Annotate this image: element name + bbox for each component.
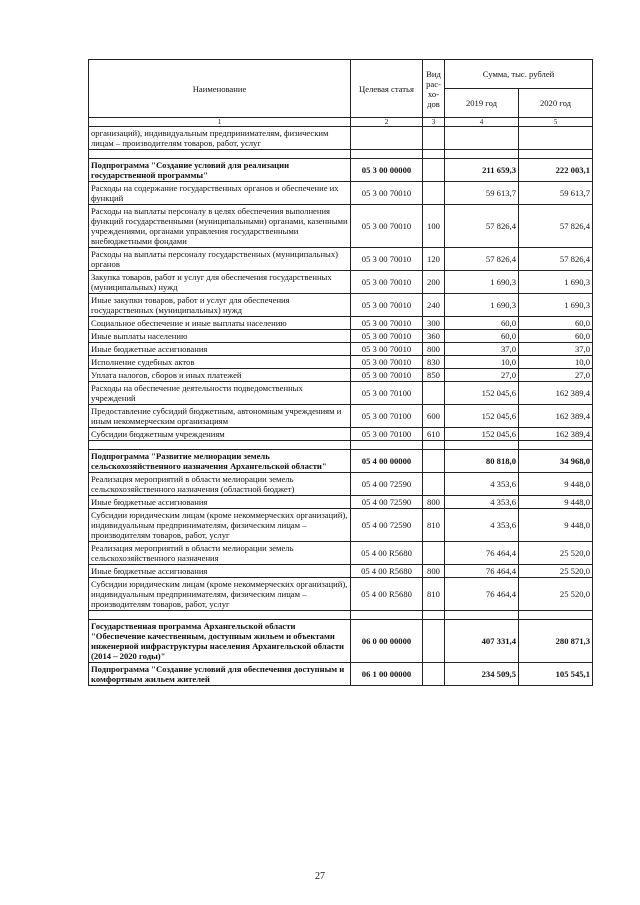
table-row — [89, 565, 593, 578]
table-row — [89, 496, 593, 509]
expense-type-cell: 830 — [423, 356, 445, 369]
section-row — [89, 450, 593, 473]
sum-2019-cell: 407 331,4 — [445, 620, 519, 663]
expense-type-cell — [423, 450, 445, 473]
table-row — [89, 182, 593, 205]
column-number: 3 — [423, 118, 445, 127]
table-row — [89, 356, 593, 369]
row-name-cell: Расходы на выплаты персоналу в целях обеспечения выполнения функций государственными (муниципальными) органами, казенными учреждениями, органами управления государственными внебюджетными фондами — [89, 205, 351, 248]
target-code-cell: 05 3 00 70010 — [351, 205, 423, 248]
target-code-cell: 06 1 00 00000 — [351, 663, 423, 686]
sum-2019-cell: 27,0 — [445, 369, 519, 382]
expense-type-cell: 600 — [423, 405, 445, 428]
column-number: 1 — [89, 118, 351, 127]
sum-2019-cell: 1 690,3 — [445, 294, 519, 317]
row-name-cell: Исполнение судебных актов — [89, 356, 351, 369]
sum-2020-cell: 34 968,0 — [519, 450, 593, 473]
sum-2019-cell: 4 353,6 — [445, 473, 519, 496]
expense-type-cell: 120 — [423, 248, 445, 271]
sum-2020-cell: 105 545,1 — [519, 663, 593, 686]
spacer-cell — [351, 611, 423, 620]
row-name-cell: Предоставление субсидий бюджетным, автономным учреждениям и иным некоммерческим организациям — [89, 405, 351, 428]
expense-type-cell: 200 — [423, 271, 445, 294]
sum-2019-cell: 76 464,4 — [445, 542, 519, 565]
sum-2019-cell: 152 045,6 — [445, 382, 519, 405]
sum-2019-cell — [445, 127, 519, 150]
spacer-cell — [89, 611, 351, 620]
sum-2020-cell: 9 448,0 — [519, 496, 593, 509]
sum-2020-cell: 57 826,4 — [519, 248, 593, 271]
target-code-cell: 05 4 00 72590 — [351, 473, 423, 496]
sum-2019-cell: 211 659,3 — [445, 159, 519, 182]
target-code-cell: 05 3 00 70010 — [351, 182, 423, 205]
sum-2020-cell: 57 826,4 — [519, 205, 593, 248]
spacer-cell — [89, 441, 351, 450]
sum-2020-cell: 59 613,7 — [519, 182, 593, 205]
expense-type-cell: 240 — [423, 294, 445, 317]
sum-2020-cell: 280 871,3 — [519, 620, 593, 663]
sum-2019-cell: 57 826,4 — [445, 248, 519, 271]
table-row — [89, 127, 593, 150]
expense-type-cell — [423, 182, 445, 205]
expense-type-cell: 800 — [423, 343, 445, 356]
table-row — [89, 542, 593, 565]
sum-2019-cell: 76 464,4 — [445, 578, 519, 611]
spacer-cell — [445, 441, 519, 450]
row-name-cell: организаций), индивидуальным предпринимателям, физическим лицам – производителям товаров, работ, услуг — [89, 127, 351, 150]
sum-2020-cell: 37,0 — [519, 343, 593, 356]
row-name-cell: Субсидии юридическим лицам (кроме некоммерческих организаций), индивидуальным предпринимателям, физическим лицам – производителям товаров, работ, услуг — [89, 509, 351, 542]
header-target: Целевая статья — [351, 60, 423, 118]
table-row — [89, 271, 593, 294]
row-name-cell: Расходы на выплаты персоналу государственных (муниципальных) органов — [89, 248, 351, 271]
row-name-cell: Субсидии юридическим лицам (кроме некоммерческих организаций), индивидуальным предпринимателям, физическим лицам – производителям товаров, работ, услуг — [89, 578, 351, 611]
header-vid — [423, 60, 445, 118]
spacer-row — [89, 441, 593, 450]
target-code-cell: 05 4 00 R5680 — [351, 578, 423, 611]
row-name-cell: Подпрограмма "Создание условий для обеспечения доступным и комфортным жильем жителей — [89, 663, 351, 686]
table-row — [89, 248, 593, 271]
sum-2019-cell: 80 818,0 — [445, 450, 519, 473]
target-code-cell: 05 3 00 70010 — [351, 369, 423, 382]
sum-2020-cell: 1 690,3 — [519, 271, 593, 294]
expense-type-cell: 300 — [423, 317, 445, 330]
target-code-cell: 05 3 00 70010 — [351, 294, 423, 317]
target-code-cell: 05 4 00 72590 — [351, 496, 423, 509]
target-code-cell: 05 3 00 70010 — [351, 356, 423, 369]
spacer-cell — [89, 150, 351, 159]
header-vid-line: Вид — [426, 68, 441, 79]
row-name-cell: Иные бюджетные ассигнования — [89, 565, 351, 578]
expense-type-cell — [423, 159, 445, 182]
target-code-cell: 05 3 00 70100 — [351, 405, 423, 428]
target-code-cell — [351, 127, 423, 150]
target-code-cell: 05 4 00 R5680 — [351, 542, 423, 565]
table-row — [89, 317, 593, 330]
sum-2019-cell: 57 826,4 — [445, 205, 519, 248]
expense-type-cell — [423, 127, 445, 150]
section-row — [89, 663, 593, 686]
section-row — [89, 159, 593, 182]
row-name-cell: Расходы на обеспечение деятельности подведомственных учреждений — [89, 382, 351, 405]
page-number: 27 — [315, 871, 325, 882]
spacer-cell — [445, 611, 519, 620]
spacer-row — [89, 611, 593, 620]
sum-2020-cell: 9 448,0 — [519, 473, 593, 496]
spacer-cell — [423, 611, 445, 620]
target-code-cell: 05 4 00 72590 — [351, 509, 423, 542]
spacer-cell — [519, 611, 593, 620]
table-row — [89, 405, 593, 428]
row-name-cell: Социальное обеспечение и иные выплаты населению — [89, 317, 351, 330]
expense-type-cell — [423, 473, 445, 496]
row-name-cell: Расходы на содержание государственных органов и обеспечение их функций — [89, 182, 351, 205]
sum-2019-cell: 4 353,6 — [445, 496, 519, 509]
table-body — [89, 127, 593, 686]
spacer-cell — [519, 150, 593, 159]
expense-type-cell: 850 — [423, 369, 445, 382]
sum-2019-cell: 59 613,7 — [445, 182, 519, 205]
row-name-cell: Подпрограмма "Создание условий для реализации государственной программы" — [89, 159, 351, 182]
expense-type-cell — [423, 663, 445, 686]
sum-2019-cell: 60,0 — [445, 330, 519, 343]
sum-2019-cell: 10,0 — [445, 356, 519, 369]
sum-2020-cell: 25 520,0 — [519, 578, 593, 611]
sum-2020-cell: 222 003,1 — [519, 159, 593, 182]
spacer-row — [89, 150, 593, 159]
sum-2020-cell: 25 520,0 — [519, 565, 593, 578]
header-vid-line: рас- — [426, 78, 441, 89]
target-code-cell: 05 3 00 70010 — [351, 317, 423, 330]
row-name-cell: Реализация мероприятий в области мелиорации земель сельскохозяйственного назначения — [89, 542, 351, 565]
sum-2019-cell: 152 045,6 — [445, 405, 519, 428]
spacer-cell — [423, 150, 445, 159]
target-code-cell: 05 3 00 00000 — [351, 159, 423, 182]
sum-2020-cell — [519, 127, 593, 150]
target-code-cell: 05 3 00 70010 — [351, 330, 423, 343]
table-row — [89, 205, 593, 248]
row-name-cell: Государственная программа Архангельской области "Обеспечение качественным, доступным жильем и объектами инженерной инфраструктуры населения Архангельской области (2014 – 2020 годы)" — [89, 620, 351, 663]
target-code-cell: 05 4 00 R5680 — [351, 565, 423, 578]
row-name-cell: Иные закупки товаров, работ и услуг для обеспечения государственных (муниципальных) нужд — [89, 294, 351, 317]
sum-2020-cell: 10,0 — [519, 356, 593, 369]
table-row — [89, 473, 593, 496]
sum-2019-cell: 1 690,3 — [445, 271, 519, 294]
row-name-cell: Подпрограмма "Развитие мелиорации земель сельскохозяйственного назначения Архангельской области" — [89, 450, 351, 473]
expense-type-cell: 810 — [423, 578, 445, 611]
expense-type-cell: 610 — [423, 428, 445, 441]
target-code-cell: 05 3 00 70100 — [351, 428, 423, 441]
table-row — [89, 428, 593, 441]
spacer-cell — [351, 441, 423, 450]
sum-2020-cell: 60,0 — [519, 330, 593, 343]
sum-2020-cell: 60,0 — [519, 317, 593, 330]
sum-2020-cell: 9 448,0 — [519, 509, 593, 542]
row-name-cell: Субсидии бюджетным учреждениям — [89, 428, 351, 441]
expense-type-cell — [423, 382, 445, 405]
header-sum: Сумма, тыс. рублей — [445, 60, 593, 89]
row-name-cell: Иные бюджетные ассигнования — [89, 343, 351, 356]
header-vid-line: хо- — [427, 88, 440, 99]
sum-2020-cell: 27,0 — [519, 369, 593, 382]
sum-2020-cell: 162 389,4 — [519, 428, 593, 441]
target-code-cell: 05 4 00 00000 — [351, 450, 423, 473]
expense-type-cell — [423, 542, 445, 565]
spacer-cell — [351, 150, 423, 159]
spacer-cell — [519, 441, 593, 450]
table-row — [89, 343, 593, 356]
expense-type-cell: 360 — [423, 330, 445, 343]
row-name-cell: Иные бюджетные ассигнования — [89, 496, 351, 509]
table-row — [89, 578, 593, 611]
table-row — [89, 509, 593, 542]
expense-type-cell: 100 — [423, 205, 445, 248]
table-row — [89, 330, 593, 343]
table-row — [89, 369, 593, 382]
sum-2020-cell: 162 389,4 — [519, 382, 593, 405]
row-name-cell: Реализация мероприятий в области мелиорации земель сельскохозяйственного назначения (областной бюджет) — [89, 473, 351, 496]
column-number: 2 — [351, 118, 423, 127]
budget-table — [88, 59, 593, 686]
column-number: 5 — [519, 118, 593, 127]
header-year-2020: 2020 год — [519, 89, 593, 118]
target-code-cell: 06 0 00 00000 — [351, 620, 423, 663]
sum-2020-cell: 162 389,4 — [519, 405, 593, 428]
sum-2020-cell: 1 690,3 — [519, 294, 593, 317]
section-row — [89, 620, 593, 663]
sum-2020-cell: 25 520,0 — [519, 542, 593, 565]
header-name: Наименование — [89, 60, 351, 118]
target-code-cell: 05 3 00 70010 — [351, 248, 423, 271]
table-row — [89, 294, 593, 317]
table-row — [89, 382, 593, 405]
sum-2019-cell: 60,0 — [445, 317, 519, 330]
target-code-cell: 05 3 00 70010 — [351, 271, 423, 294]
sum-2019-cell: 152 045,6 — [445, 428, 519, 441]
column-number: 4 — [445, 118, 519, 127]
expense-type-cell: 800 — [423, 565, 445, 578]
expense-type-cell: 800 — [423, 496, 445, 509]
sum-2019-cell: 4 353,6 — [445, 509, 519, 542]
row-name-cell: Уплата налогов, сборов и иных платежей — [89, 369, 351, 382]
header-year-2019: 2019 год — [445, 89, 519, 118]
sum-2019-cell: 76 464,4 — [445, 565, 519, 578]
sum-2019-cell: 234 509,5 — [445, 663, 519, 686]
target-code-cell: 05 3 00 70100 — [351, 382, 423, 405]
expense-type-cell — [423, 620, 445, 663]
header-vid-line: дов — [427, 98, 440, 109]
row-name-cell: Закупка товаров, работ и услуг для обеспечения государственных (муниципальных) нужд — [89, 271, 351, 294]
expense-type-cell: 810 — [423, 509, 445, 542]
sum-2019-cell: 37,0 — [445, 343, 519, 356]
spacer-cell — [423, 441, 445, 450]
spacer-cell — [445, 150, 519, 159]
target-code-cell: 05 3 00 70010 — [351, 343, 423, 356]
row-name-cell: Иные выплаты населению — [89, 330, 351, 343]
